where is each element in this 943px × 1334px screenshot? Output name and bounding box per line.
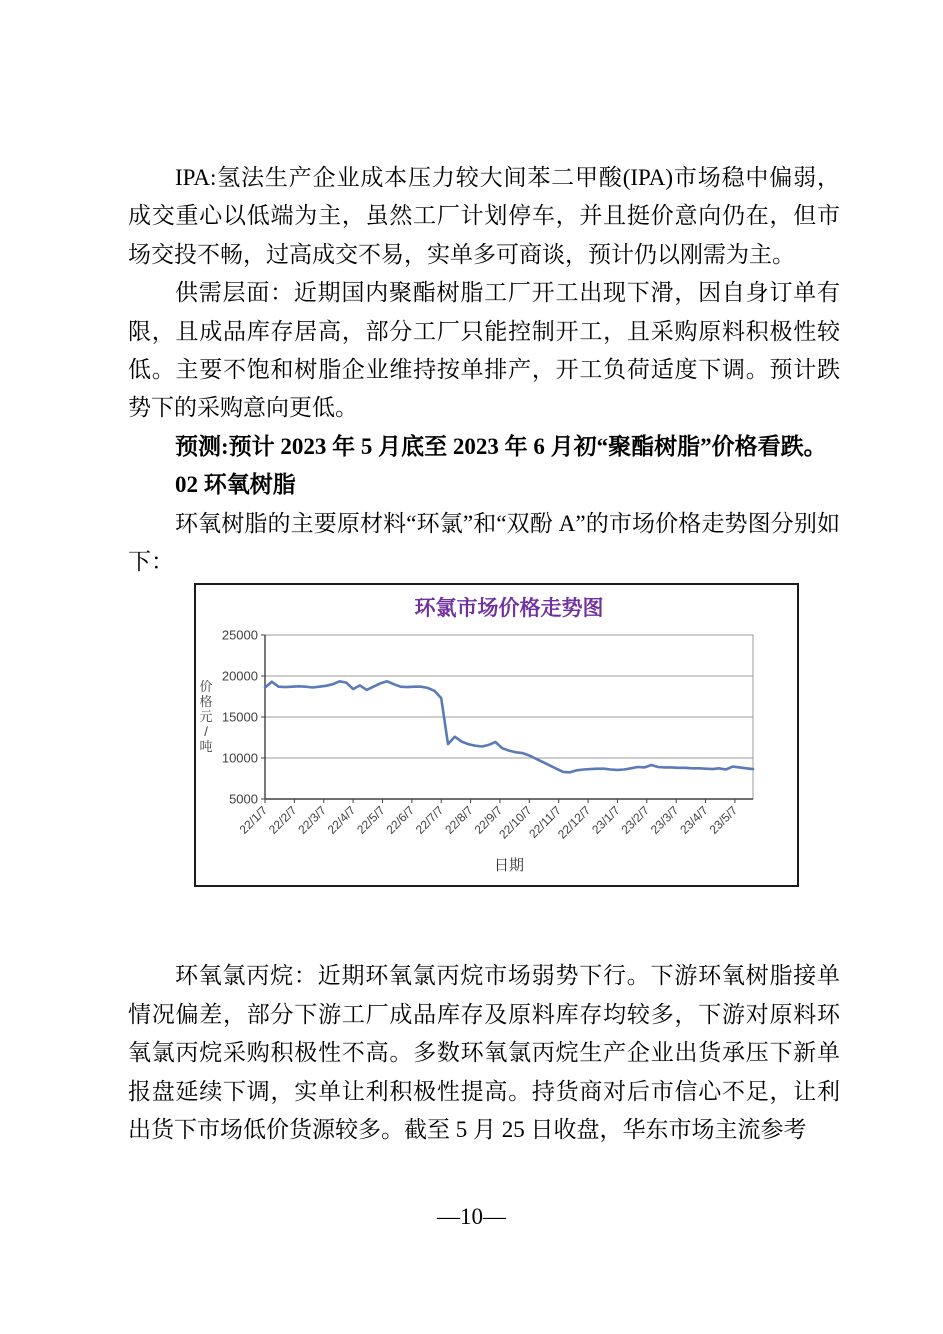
heading-epoxy-resin: 02 环氧树脂 [175, 472, 296, 498]
page-number: —10— [437, 1204, 506, 1229]
x-tick-label: 22/11/7 [526, 803, 564, 842]
paragraph-ipa: IPA:氢法生产企业成本压力较大间苯二甲酸(IPA)市场稳中偏弱，成交重心以低端为主，虽然工厂计划停车，并且挺价意向仍在，但市场交投不畅，过高成交不易，实单多可商谈，预计仍以刚需为主。 [128, 165, 840, 267]
paragraph-epoxy-intro: 环氧树脂的主要原材料“环氯”和“双酚 A”的市场价格走势图分别如下： [128, 510, 840, 575]
x-tick-label: 22/6/7 [383, 803, 417, 838]
chart-title: 环氯市场价格走势图 [414, 597, 604, 621]
x-tick-label: 22/4/7 [324, 803, 359, 838]
paragraph-ech-market: 环氧氯丙烷：近期环氧氯丙烷市场弱势下行。下游环氧树脂接单情况偏差，部分下游工厂成品库存及原料库存均较多，下游对原料环氧氯丙烷采购积极性不高。多数环氧氯丙烷生产企业出货承压下新单报盘延续下调，实单让利积极性提高。持货商对后市信心不足，让利出货下市场低价货源较多。截至 5 月 25 日收盘，华东市场主流参考 [128, 963, 840, 1143]
x-tick-label: 22/12/7 [554, 803, 594, 842]
x-tick-label: 23/5/7 [706, 803, 741, 838]
x-tick-label: 22/10/7 [496, 803, 535, 842]
x-tick-label: 23/1/7 [589, 803, 623, 838]
x-tick-label: 22/2/7 [265, 803, 300, 838]
y-axis-title: 价格元/吨 [199, 679, 213, 755]
x-tick-label: 23/2/7 [618, 803, 652, 838]
x-axis-title: 日期 [493, 857, 525, 875]
x-tick-label: 22/9/7 [471, 803, 506, 838]
x-tick-label: 22/1/7 [236, 803, 271, 838]
price-trend-chart-svg [196, 585, 797, 885]
price-line [265, 682, 753, 773]
x-tick-label: 22/7/7 [412, 803, 447, 838]
x-tick-label: 22/3/7 [295, 803, 329, 838]
x-tick-label: 22/8/7 [442, 803, 476, 838]
page-content [128, 159, 840, 1150]
paragraph-forecast: 预测:预计 2023 年 5 月底至 2023 年 6 月初“聚酯树脂”价格看跌。 [175, 433, 827, 459]
x-tick-label: 22/5/7 [354, 803, 388, 838]
y-tick-label: 25000 [221, 627, 258, 643]
y-tick-label: 20000 [221, 668, 258, 684]
y-tick-label: 15000 [221, 709, 258, 725]
y-tick-label: 5000 [229, 791, 258, 807]
epichlorohydrin-price-chart [194, 583, 799, 887]
x-tick-label: 23/4/7 [677, 803, 711, 838]
y-tick-label: 10000 [221, 750, 258, 766]
x-tick-label: 23/3/7 [647, 803, 682, 838]
paragraph-supply-demand: 供需层面：近期国内聚酯树脂工厂开工出现下滑，因自身订单有限，且成品库存居高，部分工厂只能控制开工，且采购原料积极性较低。主要不饱和树脂企业维持按单排产，开工负荷适度下调。预计跌势下的采购意向更低。 [128, 280, 840, 421]
